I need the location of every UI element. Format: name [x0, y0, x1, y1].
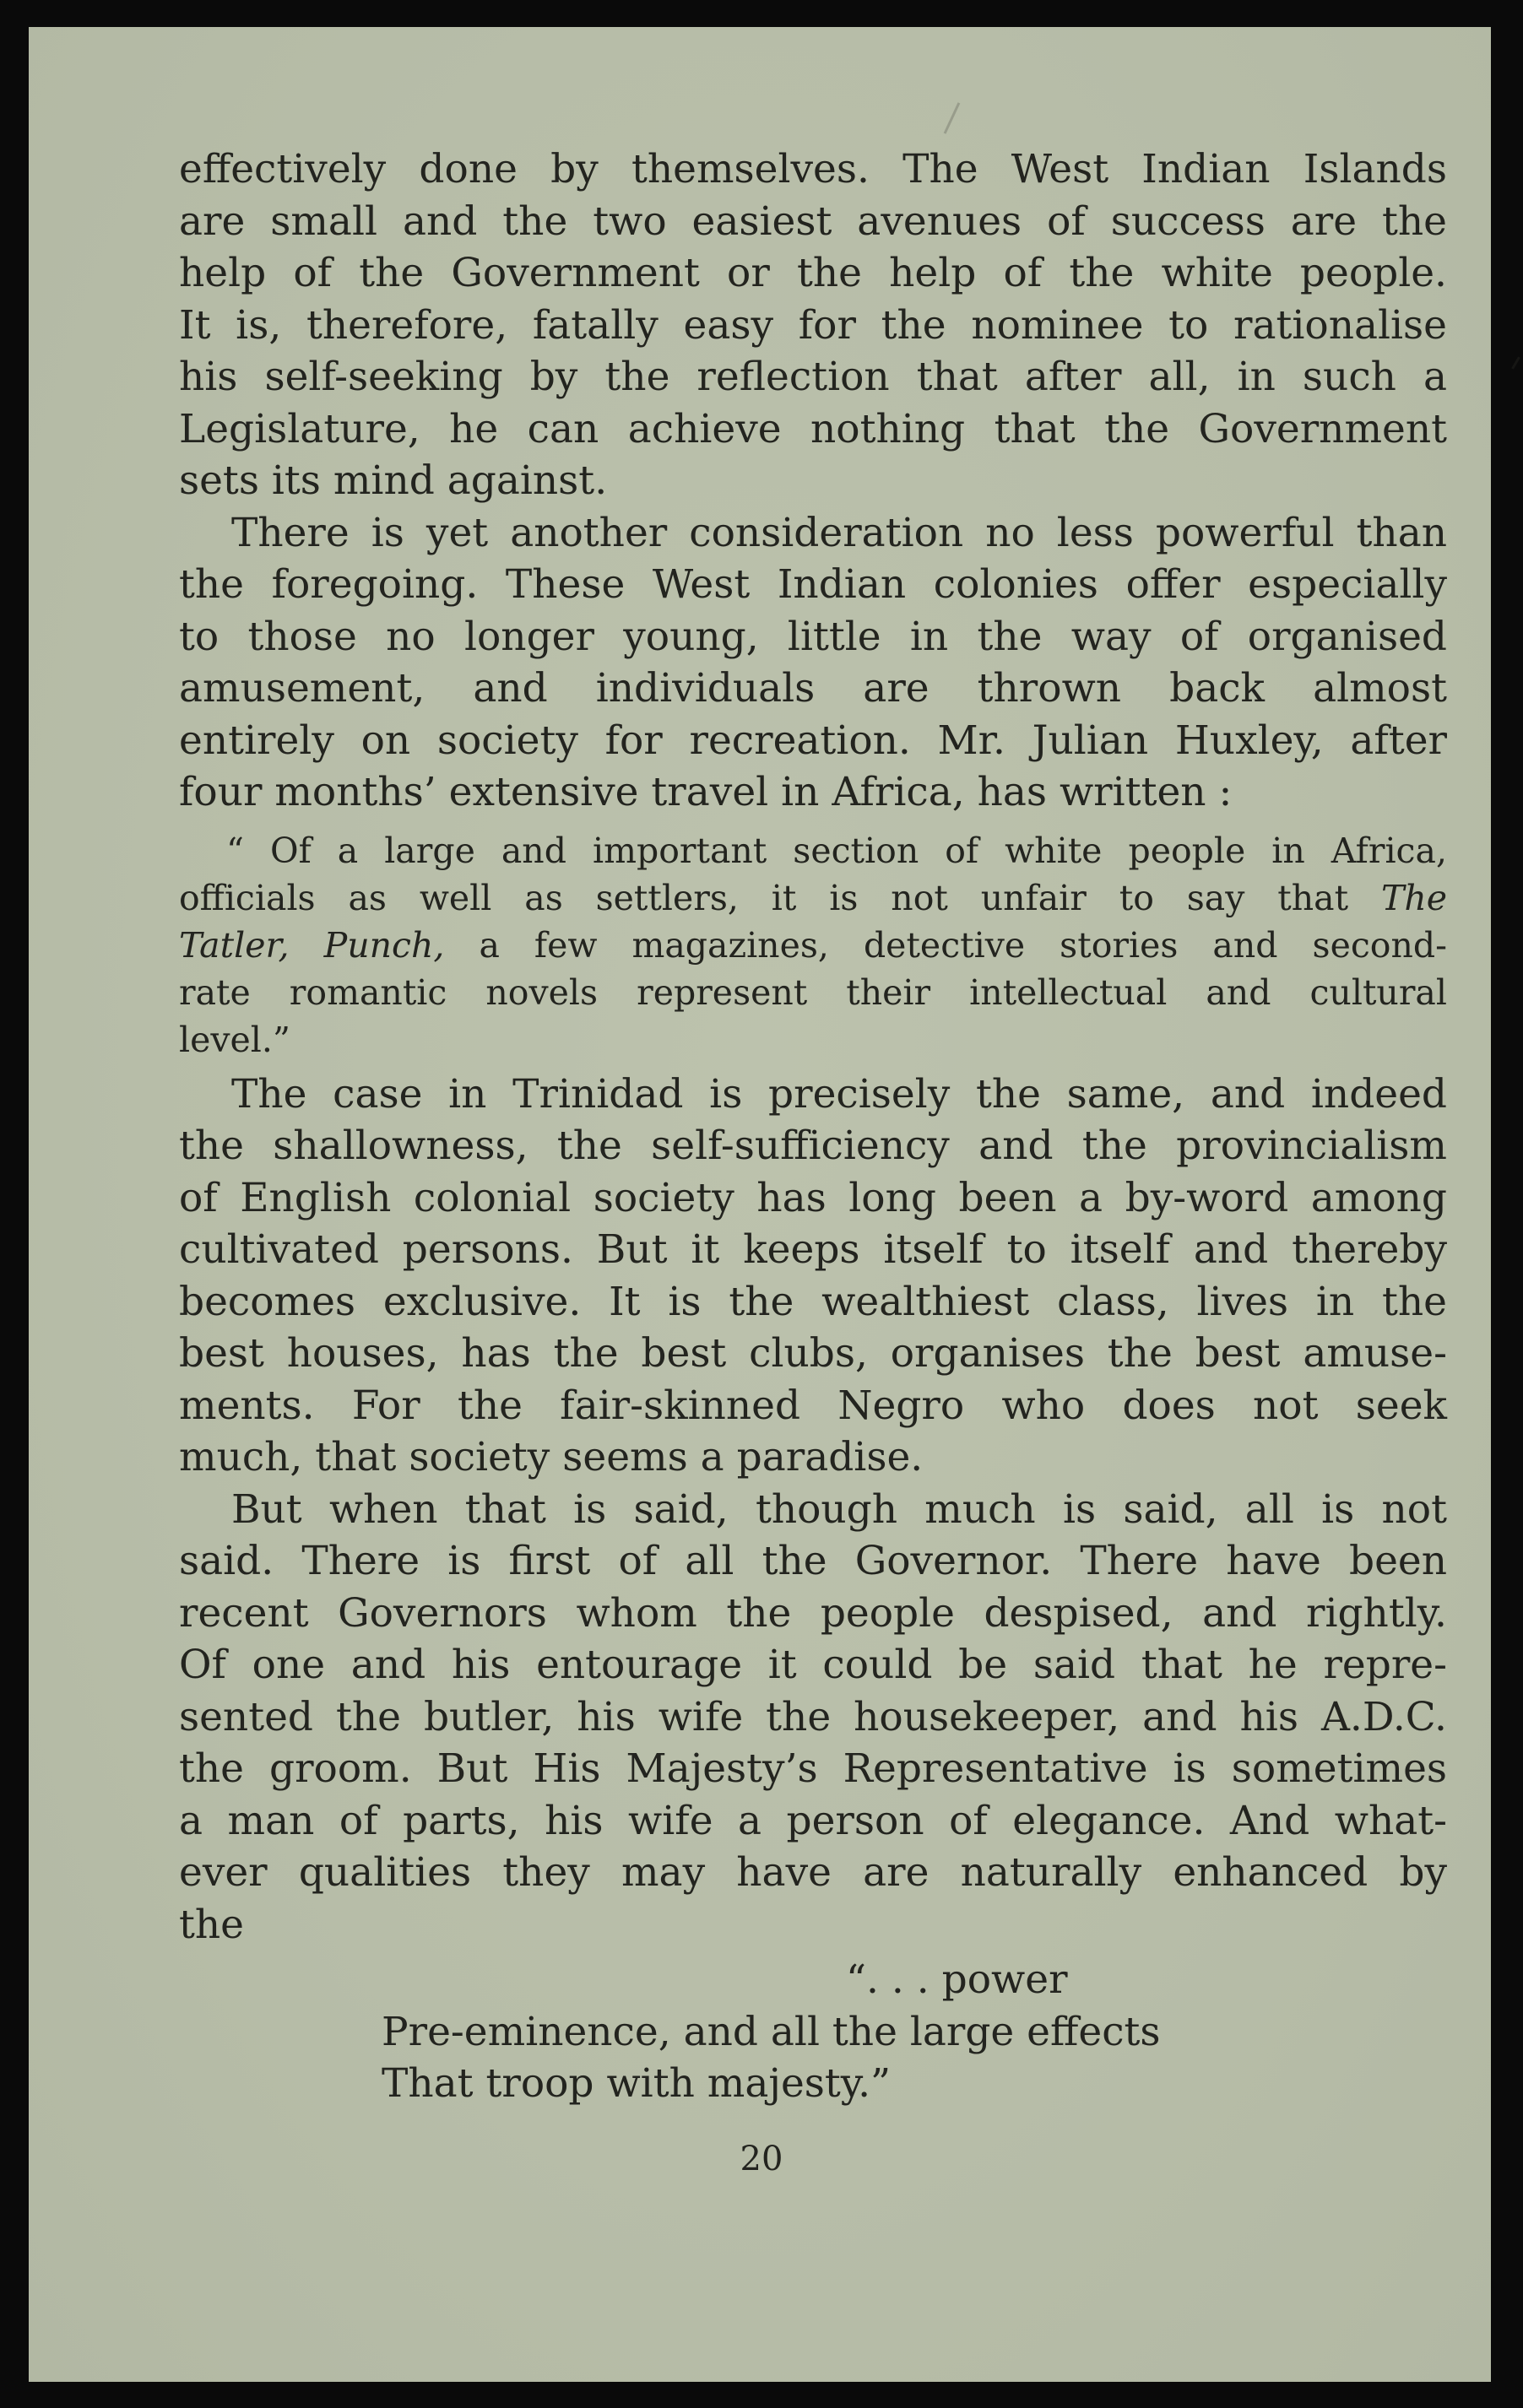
paper-blemish	[1511, 356, 1520, 369]
text-segment: officials as well as settlers, it is not unfair to say that	[179, 877, 1349, 918]
text-line: Legislature, he can achieve nothing that the Government	[179, 405, 1447, 452]
paragraph	[179, 507, 1447, 819]
text-line: sented the butler, his wife the housekeeper, and his A.D.C.	[179, 1693, 1447, 1740]
page-number: 20	[740, 2140, 783, 2178]
text-line	[179, 922, 1447, 969]
text-line: ever qualities they may have are naturally enhanced by	[179, 1849, 1447, 1896]
text-line: There is yet another consideration no less powerful than	[231, 509, 1447, 556]
text-line: four months’ extensive travel in Africa, has written :	[179, 769, 1233, 815]
text-line: are small and the two easiest avenues of success are the	[179, 198, 1447, 245]
text-line: said. There is first of all the Governor. There have been	[179, 1538, 1447, 1584]
text-line: ments. For the fair-skinned Negro who does not seek	[179, 1382, 1447, 1429]
text-line: a man of parts, his wife a person of elegance. And what-	[179, 1797, 1447, 1844]
text-line: help of the Government or the help of the white people.	[179, 250, 1447, 296]
text-line: But when that is said, though much is said, all is not	[231, 1485, 1447, 1533]
text-segment: a few magazines, detective stories and second-	[479, 924, 1447, 966]
verse-line: “. . . power	[846, 1956, 1068, 2003]
text-line: Of one and his entourage it could be said that he repre-	[179, 1642, 1447, 1688]
text-line: sets its mind against.	[179, 457, 608, 504]
paragraph	[179, 1069, 1447, 1484]
paragraph	[179, 1484, 1447, 1951]
text-line: effectively done by themselves. The West Indian Islands	[179, 146, 1447, 192]
page-body-text	[179, 143, 1447, 2110]
paper-blemish	[944, 102, 961, 134]
text-line: cultivated persons. But it keeps itself to itself and thereby	[179, 1226, 1447, 1273]
text-line: the foregoing. These West Indian colonies offer especially	[179, 561, 1447, 608]
text-line: amusement, and individuals are thrown back almost	[179, 665, 1447, 712]
text-line: to those no longer young, little in the way of organised	[179, 613, 1447, 660]
paragraph	[179, 143, 1447, 507]
text-line: becomes exclusive. It is the wealthiest class, lives in the	[179, 1278, 1447, 1325]
text-line: recent Governors whom the people despised, and rightly.	[179, 1589, 1447, 1637]
text-line: entirely on society for recreation. Mr. Julian Huxley, after	[179, 717, 1447, 764]
italic-title: Tatler, Punch,	[179, 924, 445, 966]
verse-line: Pre-eminence, and all the large effects	[382, 2008, 1161, 2055]
text-line: best houses, has the best clubs, organises the best amuse-	[179, 1330, 1447, 1377]
text-line: The case in Trinidad is precisely the same, and indeed	[231, 1070, 1447, 1117]
text-line: the groom. But His Majesty’s Representative is sometimes	[179, 1745, 1447, 1792]
text-line	[179, 874, 1447, 922]
text-line: the shallowness, the self-sufficiency and the provincialism	[179, 1123, 1447, 1169]
text-line: his self-seeking by the reflection that after all, in such a	[179, 354, 1447, 400]
text-line: level.”	[179, 1019, 290, 1060]
italic-title: The	[1380, 877, 1447, 918]
text-line: “ Of a large and important section of white people in Africa,	[226, 830, 1447, 871]
block-quotation	[179, 827, 1447, 1063]
verse-quotation	[179, 1954, 1447, 2110]
text-line: of English colonial society has long been a by-word among	[179, 1174, 1447, 1221]
verse-line: That troop with majesty.”	[382, 2060, 892, 2107]
text-line: It is, therefore, fatally easy for the nominee to rationalise	[179, 301, 1447, 349]
text-line: the	[179, 1901, 244, 1948]
text-line: rate romantic novels represent their intellectual and cultural	[179, 971, 1447, 1013]
text-line: much, that society seems a paradise.	[179, 1434, 924, 1480]
